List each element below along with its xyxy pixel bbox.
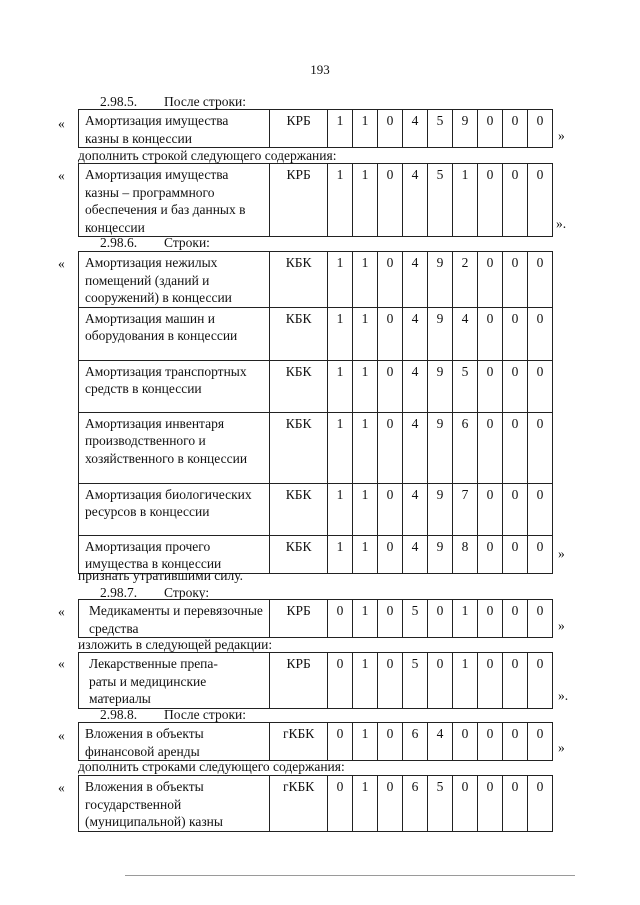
quote-close: »: [558, 618, 565, 633]
quote-close: »: [558, 546, 565, 561]
section-heading: [100, 235, 210, 251]
row-digit: 1: [352, 252, 377, 308]
row-digit: 0: [477, 600, 502, 638]
row-digit: 1: [352, 412, 377, 483]
row-digit: 0: [502, 307, 527, 360]
row-code: КБК: [270, 307, 328, 360]
row-digit: 1: [352, 776, 377, 832]
section-number: 2.98.5.: [100, 94, 138, 109]
row-digit: 1: [352, 360, 377, 412]
row-code: КРБ: [270, 110, 328, 148]
row-digit: 0: [527, 776, 552, 832]
code-table: [78, 652, 553, 709]
row-digit: 1: [352, 164, 377, 237]
table-row: [79, 483, 553, 535]
row-digit: 5: [402, 653, 427, 709]
row-digit: 0: [527, 653, 552, 709]
section-intro: Строку:: [164, 585, 210, 600]
row-digit: 4: [402, 360, 427, 412]
row-digit: 9: [427, 483, 452, 535]
quote-close: »: [558, 740, 565, 755]
code-table: [78, 163, 553, 237]
row-digit: 5: [452, 360, 477, 412]
row-digit: 0: [327, 723, 352, 761]
row-digit: 1: [452, 164, 477, 237]
row-code: КРБ: [270, 164, 328, 237]
row-name-line: материалы: [89, 691, 151, 706]
row-digit: 0: [502, 483, 527, 535]
row-digit: 0: [527, 164, 552, 237]
row-digit: 0: [502, 653, 527, 709]
table-row: [79, 164, 553, 237]
row-digit: 0: [527, 483, 552, 535]
row-digit: 1: [327, 483, 352, 535]
row-digit: 2: [452, 252, 477, 308]
row-digit: 0: [377, 110, 402, 148]
row-code: КБК: [270, 535, 328, 573]
row-digit: 1: [327, 535, 352, 573]
row-name: Амортизация машин и оборудования в концессии: [79, 307, 270, 360]
row-digit: 0: [377, 723, 402, 761]
row-digit: 0: [502, 360, 527, 412]
quote-close: ».: [556, 216, 567, 231]
row-digit: 0: [477, 776, 502, 832]
row-digit: 0: [527, 360, 552, 412]
row-digit: 0: [327, 653, 352, 709]
row-digit: 0: [377, 307, 402, 360]
table-row: [79, 360, 553, 412]
code-table: [78, 109, 553, 148]
row-digit: 1: [327, 252, 352, 308]
row-digit: 1: [327, 110, 352, 148]
quote-open: «: [58, 780, 65, 795]
row-digit: 5: [427, 776, 452, 832]
row-digit: 0: [502, 252, 527, 308]
row-digit: 0: [502, 164, 527, 237]
row-digit: 4: [402, 483, 427, 535]
section-intro: После строки:: [164, 94, 247, 109]
row-digit: 0: [377, 776, 402, 832]
row-digit: 5: [427, 110, 452, 148]
row-digit: 1: [352, 307, 377, 360]
row-digit: 0: [377, 164, 402, 237]
quote-open: «: [58, 728, 65, 743]
row-digit: 0: [527, 723, 552, 761]
row-digit: 0: [377, 600, 402, 638]
row-digit: 7: [452, 483, 477, 535]
row-code: КБК: [270, 483, 328, 535]
row-digit: 1: [327, 164, 352, 237]
section-intro: После строки:: [164, 707, 247, 722]
quote-open: «: [58, 168, 65, 183]
row-digit: 0: [377, 483, 402, 535]
row-code: КБК: [270, 360, 328, 412]
row-code: КРБ: [270, 600, 328, 638]
row-digit: 0: [502, 776, 527, 832]
row-name-line: раты и медицинские: [89, 673, 207, 689]
row-name: Амортизация прочего имущества в концессии: [79, 535, 270, 573]
row-digit: 1: [327, 307, 352, 360]
row-digit: 0: [377, 412, 402, 483]
row-digit: 0: [527, 252, 552, 308]
section-heading: [100, 94, 246, 110]
row-digit: 0: [502, 723, 527, 761]
table-row: [79, 600, 553, 638]
row-digit: 4: [402, 110, 427, 148]
row-name: Медикаменты и перевязочные средства: [79, 600, 270, 638]
row-digit: 0: [527, 110, 552, 148]
table-row: [79, 110, 553, 148]
row-digit: 0: [527, 412, 552, 483]
section-number: 2.98.8.: [100, 707, 138, 722]
row-digit: 8: [452, 535, 477, 573]
section-intro: Строки:: [164, 235, 210, 250]
row-digit: 0: [427, 653, 452, 709]
row-code: КРБ: [270, 653, 328, 709]
row-digit: 9: [427, 360, 452, 412]
row-digit: 9: [452, 110, 477, 148]
row-digit: 4: [402, 307, 427, 360]
code-table: [78, 722, 553, 761]
row-digit: 0: [502, 600, 527, 638]
row-digit: 5: [402, 600, 427, 638]
row-digit: 0: [527, 307, 552, 360]
row-digit: 0: [477, 723, 502, 761]
row-digit: 5: [427, 164, 452, 237]
row-digit: 9: [427, 307, 452, 360]
row-digit: 1: [352, 723, 377, 761]
table-row: [79, 776, 553, 832]
row-code: гКБК: [270, 723, 328, 761]
row-digit: 0: [477, 307, 502, 360]
code-table: [78, 251, 553, 574]
row-digit: 6: [452, 412, 477, 483]
table-row: [79, 307, 553, 360]
table-row: [79, 252, 553, 308]
row-digit: 0: [327, 600, 352, 638]
row-code: гКБК: [270, 776, 328, 832]
section-number: 2.98.7.: [100, 585, 138, 600]
row-digit: 0: [477, 653, 502, 709]
row-name: Амортизация имущества казны в концессии: [79, 110, 270, 148]
row-digit: 1: [327, 412, 352, 483]
row-name: Амортизация транспортных средств в концессии: [79, 360, 270, 412]
row-digit: 1: [352, 483, 377, 535]
quote-open: «: [58, 656, 65, 671]
row-digit: 6: [402, 723, 427, 761]
row-digit: 0: [527, 535, 552, 573]
instruction-text: изложить в следующей редакции:: [78, 637, 273, 652]
row-name-line: Лекарственные препа-: [89, 656, 218, 671]
row-digit: 0: [377, 252, 402, 308]
row-digit: 4: [402, 412, 427, 483]
page-number: 193: [310, 62, 330, 77]
scan-artifact-line: [125, 875, 575, 876]
row-name: [79, 653, 270, 709]
section-heading: [100, 707, 246, 723]
row-digit: 1: [352, 110, 377, 148]
row-digit: 0: [477, 110, 502, 148]
row-code: КБК: [270, 412, 328, 483]
row-name: Амортизация биологических ресурсов в концессии: [79, 483, 270, 535]
row-digit: 4: [402, 535, 427, 573]
instruction-text: дополнить строкой следующего содержания:: [78, 148, 337, 163]
row-digit: 0: [477, 360, 502, 412]
row-digit: 0: [477, 535, 502, 573]
row-digit: 4: [452, 307, 477, 360]
row-digit: 0: [477, 412, 502, 483]
row-digit: 4: [402, 164, 427, 237]
instruction-text: дополнить строками следующего содержания:: [78, 759, 345, 774]
row-digit: 0: [502, 535, 527, 573]
quote-open: «: [58, 116, 65, 131]
row-digit: 0: [477, 164, 502, 237]
row-name: Амортизация имущества казны – программного обеспечения и баз данных в концессии: [79, 164, 270, 237]
row-digit: 4: [402, 252, 427, 308]
row-digit: 6: [402, 776, 427, 832]
row-digit: 0: [527, 600, 552, 638]
code-table: [78, 775, 553, 832]
row-digit: 0: [452, 723, 477, 761]
row-digit: 0: [377, 360, 402, 412]
row-code: КБК: [270, 252, 328, 308]
row-digit: 1: [352, 535, 377, 573]
row-digit: 0: [327, 776, 352, 832]
row-digit: 9: [427, 535, 452, 573]
row-name: Вложения в объекты государственной (муниципальной) казны: [79, 776, 270, 832]
table-row: [79, 653, 553, 709]
row-digit: 9: [427, 412, 452, 483]
quote-close: ».: [558, 688, 569, 703]
row-digit: 0: [477, 252, 502, 308]
row-digit: 1: [452, 653, 477, 709]
row-digit: 0: [477, 483, 502, 535]
quote-open: «: [58, 604, 65, 619]
code-table: [78, 599, 553, 638]
row-digit: 9: [427, 252, 452, 308]
table-row: [79, 412, 553, 483]
row-digit: 0: [377, 535, 402, 573]
row-digit: 4: [427, 723, 452, 761]
row-name: Амортизация инвентаря производственного и хозяйственного в концессии: [79, 412, 270, 483]
row-digit: 0: [452, 776, 477, 832]
table-row: [79, 723, 553, 761]
section-number: 2.98.6.: [100, 235, 138, 250]
row-digit: 0: [377, 653, 402, 709]
quote-open: «: [58, 256, 65, 271]
row-name: Вложения в объекты финансовой аренды: [79, 723, 270, 761]
row-name: Амортизация нежилых помещений (зданий и сооружений) в концессии: [79, 252, 270, 308]
row-digit: 0: [427, 600, 452, 638]
row-digit: 1: [352, 600, 377, 638]
instruction-text: признать утратившими силу.: [78, 568, 244, 583]
row-digit: 1: [327, 360, 352, 412]
row-digit: 1: [452, 600, 477, 638]
row-digit: 1: [352, 653, 377, 709]
row-digit: 0: [502, 110, 527, 148]
row-digit: 0: [502, 412, 527, 483]
quote-close: »: [558, 128, 565, 143]
